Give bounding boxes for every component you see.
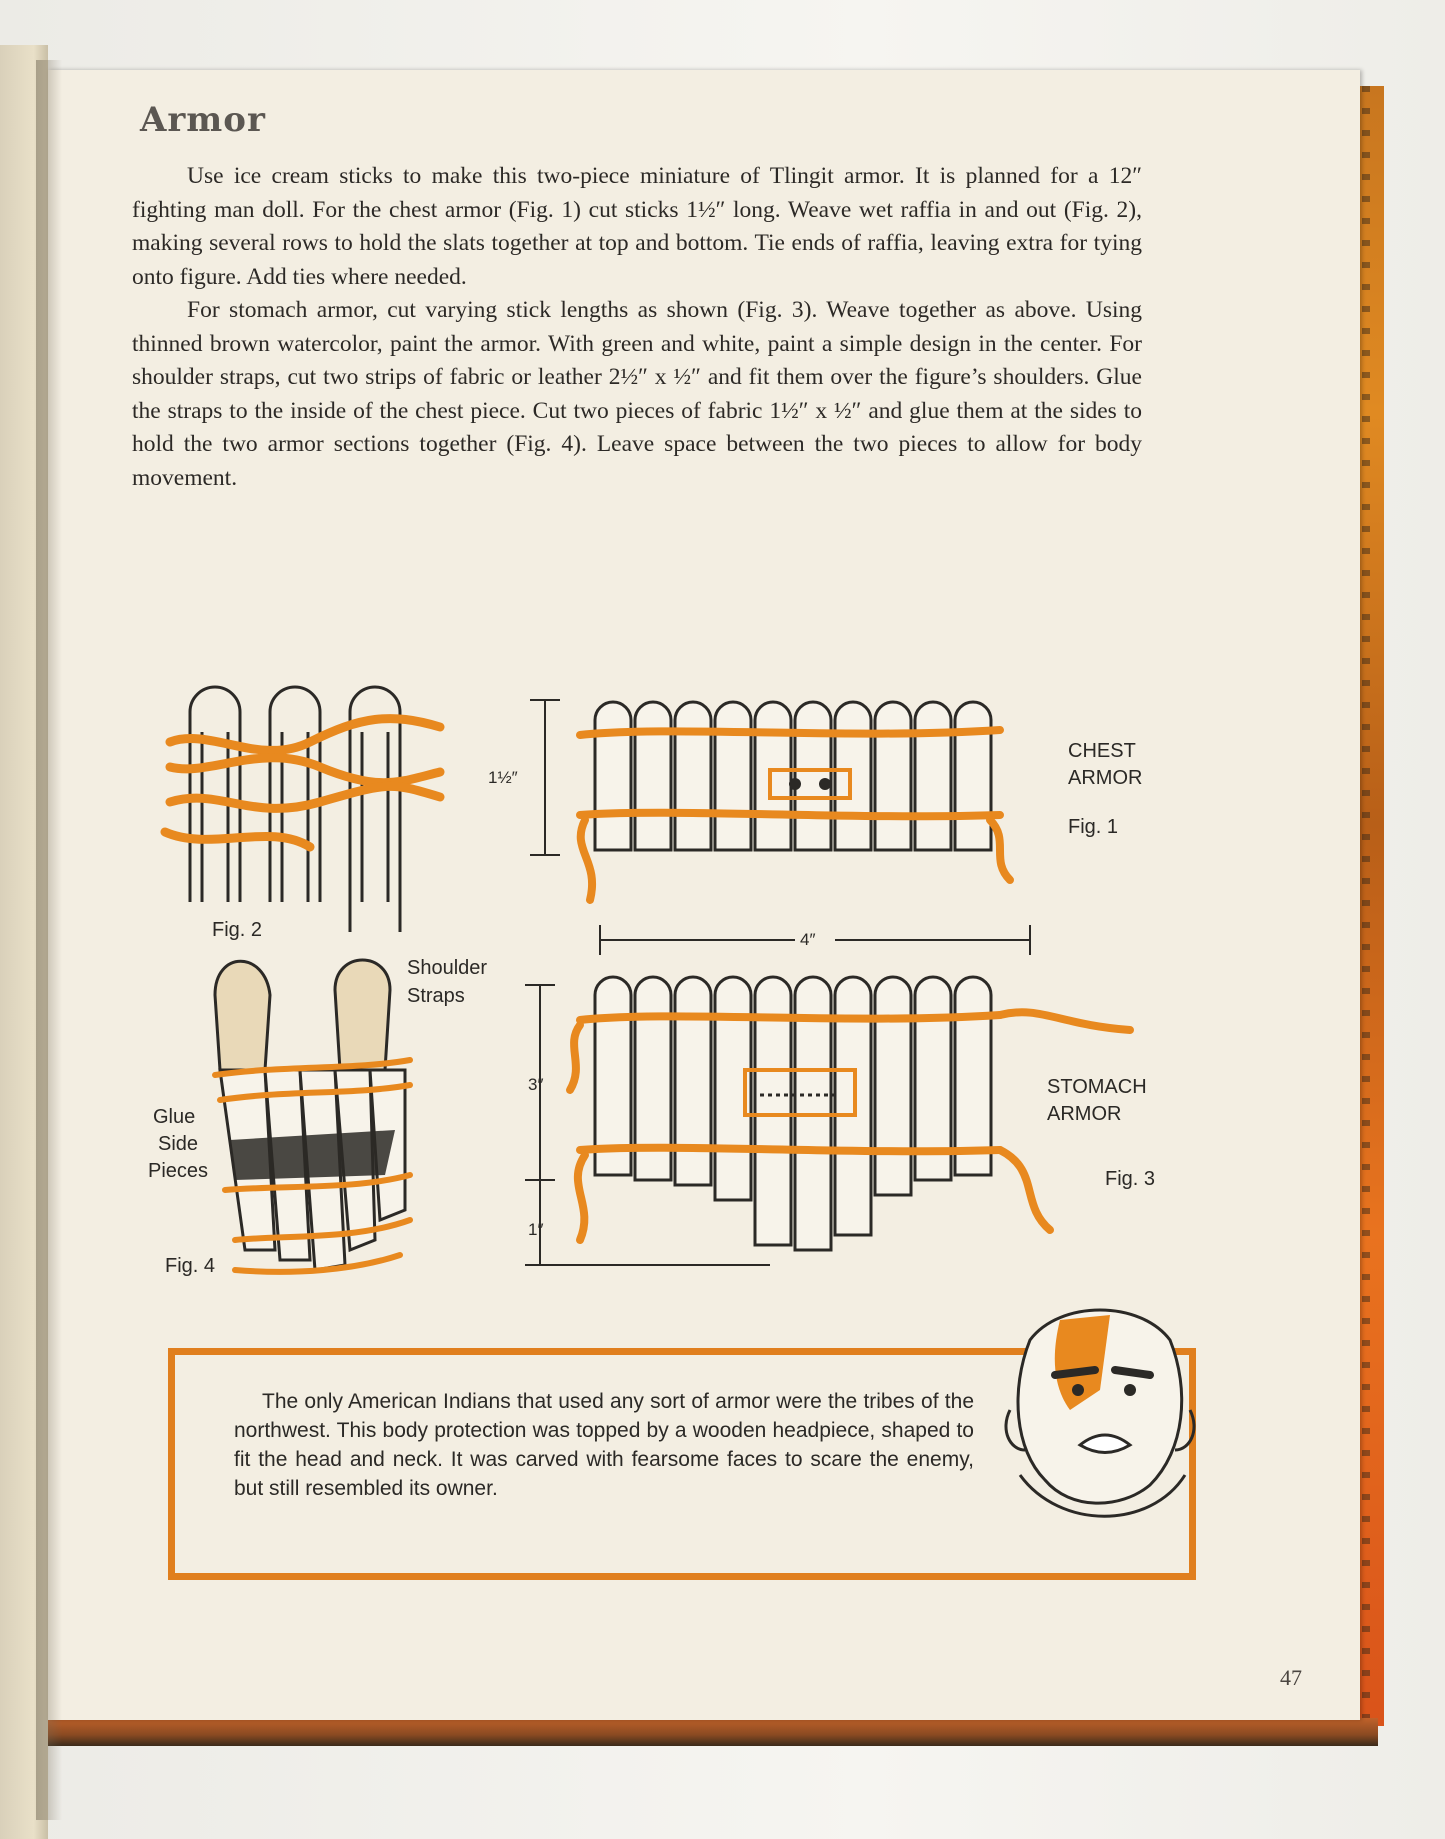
fig4-glue-line3: Pieces [148,1160,209,1182]
fig4-shoulder-line1: Shoulder [407,957,488,979]
fig3-height-dim: 3″ [528,1075,544,1094]
fig1-title-line2: ARMOR [1068,767,1143,789]
warrior-face-illustration [1000,1300,1200,1530]
fig1-width-dim: 4″ [800,930,816,949]
fig4-assembled-armor-illustration [205,950,435,1310]
fig4-glue-line2: Side [158,1133,199,1155]
fig3-title-line1: STOMACH [1047,1076,1147,1098]
callout-text: The only American Indians that used any sort of armor were the tribes of the northwest. This body protection was topped by a wooden headpiece, shaped to fit the head and neck. It was carved with fearsome faces to scare the enemy, but still resembled its owner. [234,1390,974,1500]
fig3-label: Fig. 3 [1105,1168,1156,1190]
fig3-title-line2: ARMOR [1047,1103,1122,1125]
fig3-extra-dim: 1″ [528,1220,544,1239]
paragraph-2: For stomach armor, cut varying stick lengths as shown (Fig. 3). Weave together as above. Using thinned brown watercolor, paint the armor. With green and white, paint a simple design in the center. For shoulder straps, cut two strips of fabric or leather 2½″ x ½″ and fit them over the figure’s shoulders. Glue the straps to the inside of the chest piece. Cut two pieces of fabric 1½″ x ½″ and glue them at the sides to hold the two armor sections together (Fig. 4). Leave space between the two pieces to allow for body movement. [132,297,1142,491]
fig4-glue-line1: Glue [153,1106,196,1128]
page-number: 47 [1280,1665,1302,1690]
fig4-label: Fig. 4 [165,1255,216,1277]
fig1-height-dim: 1½″ [488,768,518,787]
fig2-label: Fig. 2 [212,919,263,941]
spine-shadow [36,60,62,1820]
fig1-title-line1: CHEST [1068,740,1136,762]
fig1-chest-armor-illustration [520,690,1040,930]
body-text [132,160,1142,495]
fig1-label: Fig. 1 [1068,816,1119,838]
fig4-shoulder-line2: Straps [407,985,465,1007]
paragraph-1: Use ice cream sticks to make this two-piece miniature of Tlingit armor. It is planned for a 12″ fighting man doll. For the chest armor (Fig. 1) cut sticks 1½″ long. Weave wet raffia in and out (Fig. 2), making several rows to hold the slats together at top and bottom. Tie ends of raffia, leaving extra for tying onto figure. Add ties where needed. [132,163,1142,290]
fig2-weave-illustration [150,672,450,942]
book-bottom-edge [48,1718,1378,1746]
page-title: Armor [140,100,266,140]
